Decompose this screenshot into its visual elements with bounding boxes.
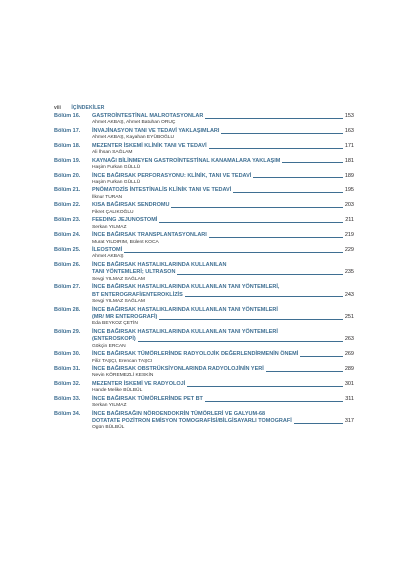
chapter-title-line: İNCE BAĞIRSAĞIN NÖROENDOKRİN TÜMÖRLERİ VE GALYUM-68: [92, 410, 266, 417]
toc-entry[interactable]: [54, 307, 354, 328]
leader-line: [159, 319, 342, 320]
chapter-authors: Ahmet AKBAŞ, Kayahan EYÜBOĞLU: [92, 135, 175, 141]
leader-line: [177, 274, 342, 275]
chapter-authors: Murat YILDIRIM, Bülent KOCA: [92, 239, 159, 245]
toc-entry[interactable]: [54, 113, 354, 127]
page-number: viii: [54, 105, 61, 111]
chapter-title: MEZENTER İSKEMİ VE RADYOLOJİ: [92, 380, 186, 387]
page-ref: 181: [344, 157, 354, 164]
chapter-title: (ENTEROSKOPİ): [92, 336, 136, 343]
page-ref: 269: [344, 351, 354, 358]
leader-line: [171, 207, 342, 208]
chapter-number: Bölüm 25.: [54, 247, 81, 254]
chapter-number: Bölüm 29.: [54, 328, 81, 335]
page-ref: 211: [345, 217, 354, 224]
toc-entry[interactable]: [54, 247, 354, 261]
chapter-title: İNCE BAĞIRSAK TRANSPLANTASYONLARI: [92, 232, 207, 239]
page-ref: 203: [344, 202, 354, 209]
chapter-number: Bölüm 18.: [54, 142, 81, 149]
chapter-number: Bölüm 31.: [54, 365, 81, 372]
chapter-authors: Hande Melike BÜLBÜL: [92, 388, 143, 394]
toc-entry[interactable]: [54, 284, 354, 305]
chapter-authors: Sevgi YILMAZ SAĞLAM: [92, 299, 145, 305]
chapter-title: İNCE BAĞIRSAK TÜMÖRLERİNDE RADYOLOJİK DEĞERLENDİRMENİN ÖNEMİ: [92, 351, 299, 358]
leader-line: [187, 386, 343, 387]
page-ref: 171: [344, 142, 354, 149]
chapter-number: Bölüm 24.: [54, 232, 81, 239]
leader-line: [205, 401, 343, 402]
chapter-number: Bölüm 19.: [54, 157, 81, 164]
chapter-authors: Nevin KÖREMEZLİ KESKİN: [92, 373, 154, 379]
toc-entry[interactable]: [54, 143, 354, 157]
chapter-number: Bölüm 30.: [54, 351, 81, 358]
toc-entry[interactable]: [54, 232, 354, 246]
chapter-title: GASTROİNTESTİNAL MALROTASYONLAR: [92, 113, 204, 119]
chapter-title-line: İNCE BAĞIRSAK HASTALIKLARINDA KULLANILAN TANI YÖNTEMLERİ: [92, 306, 278, 313]
chapter-title: İLEOSTOMİ: [92, 247, 123, 254]
page-ref: 301: [344, 380, 354, 387]
chapter-number: Bölüm 21.: [54, 187, 81, 194]
toc-entry[interactable]: [54, 217, 354, 231]
chapter-authors: Serkan YILMAZ: [92, 224, 127, 230]
section-title: İÇİNDEKİLER: [71, 105, 105, 111]
toc-entry[interactable]: [54, 173, 354, 187]
table-of-contents: [54, 113, 354, 432]
chapter-number: Bölüm 23.: [54, 217, 81, 224]
toc-entry[interactable]: [54, 158, 354, 172]
page-ref: 189: [344, 172, 354, 179]
chapter-number: Bölüm 28.: [54, 306, 81, 313]
leader-line: [300, 356, 343, 357]
page-ref: 251: [344, 313, 354, 320]
chapter-authors: Serkan YILMAZ: [92, 403, 127, 409]
leader-line: [159, 222, 343, 223]
leader-line: [221, 133, 342, 134]
chapter-title: İNCE BAĞIRSAK PERFORASYONU: KLİNİK, TANI VE TEDAVİ: [92, 172, 252, 179]
toc-entry[interactable]: [54, 128, 354, 142]
chapter-title: DOTATATE POZİTRON EMİSYON TOMOGRAFİSİ/BİLGİSAYARLI TOMOGRAFİ: [92, 418, 292, 425]
leader-line: [266, 371, 343, 372]
toc-entry[interactable]: [54, 351, 354, 365]
leader-line: [124, 252, 343, 253]
leader-line: [233, 192, 343, 193]
chapter-title: KAYNAĞI BİLİNMEYEN GASTROİNTESTİNAL KANAMALARA YAKLAŞIM: [92, 157, 281, 164]
page-ref: 289: [344, 365, 354, 372]
page-ref: 219: [344, 232, 354, 239]
chapter-number: Bölüm 17.: [54, 127, 81, 134]
toc-entry[interactable]: [54, 202, 354, 216]
chapter-authors: Sevgi YILMAZ SAĞLAM: [92, 276, 145, 282]
chapter-title: İNCE BAĞIRSAK OBSTRÜKSİYONLARINDA RADYOLOJİNİN YERİ: [92, 365, 264, 372]
chapter-number: Bölüm 22.: [54, 202, 81, 209]
chapter-authors: Ahmet AKBAŞ, Ahmet Batuhan ORUÇ: [92, 120, 176, 126]
toc-entry[interactable]: [54, 262, 354, 283]
chapter-authors: Eda BEYKOZ ÇETİN: [92, 321, 138, 327]
chapter-title: (MR/ MR ENTEROGRAFİ): [92, 313, 158, 320]
chapter-title-line: İNCE BAĞIRSAK HASTALIKLARINDA KULLANILAN TANI YÖNTEMLERİ: [92, 328, 278, 335]
chapter-title: İNCE BAĞIRSAK TÜMÖRLERİNDE PET BT: [92, 395, 203, 402]
page-ref: 153: [344, 113, 354, 119]
toc-entry[interactable]: [54, 187, 354, 201]
leader-line: [294, 423, 343, 424]
chapter-title: FEEDING JEJUNOSTOMİ: [92, 217, 158, 224]
chapter-number: Bölüm 27.: [54, 284, 81, 291]
chapter-number: Bölüm 34.: [54, 410, 81, 417]
chapter-authors: Filiz TAŞÇI, Erencan TAŞCI: [92, 358, 153, 364]
leader-line: [205, 118, 342, 119]
chapter-title: TANI YÖNTEMLERİ; ULTRASON: [92, 269, 176, 276]
page-ref: 163: [344, 127, 354, 134]
chapter-authors: Gökçin ERCAN: [92, 343, 126, 349]
chapter-authors: Fikret ÇALIKOĞLU: [92, 209, 134, 215]
chapter-title: PNÖMATOZİS İNTESTİNALİS KLİNİK TANI VE TEDAVİ: [92, 187, 232, 194]
chapter-number: Bölüm 20.: [54, 172, 81, 179]
chapter-title-line: İNCE BAĞIRSAK HASTALIKLARINDA KULLANILAN TANI YÖNTEMLERİ,: [92, 284, 280, 291]
toc-entry[interactable]: [54, 411, 354, 432]
page-ref: 195: [344, 187, 354, 194]
page-ref: 235: [344, 269, 354, 276]
chapter-title: MEZENTER İSKEMİ KLİNİK TANI VE TEDAVİ: [92, 142, 207, 149]
chapter-authors: Ali İhsan SAĞLAM: [92, 150, 133, 156]
leader-line: [209, 237, 343, 238]
chapter-authors: Haşim Furkan GÜLLÜ: [92, 179, 141, 185]
page-ref: 317: [344, 418, 354, 425]
chapter-title: BT ENTEROGRAFİ/ENTEROKLİZİS: [92, 291, 183, 298]
chapter-title: İNVAJİNASYON TANI VE TEDAVİ YAKLAŞIMLARI: [92, 127, 220, 134]
chapter-number: Bölüm 26.: [54, 261, 81, 268]
leader-line: [138, 341, 343, 342]
page-ref: 243: [344, 291, 354, 298]
leader-line: [253, 177, 343, 178]
chapter-authors: Haşim Furkan GÜLLÜ: [92, 165, 141, 171]
chapter-title-line: İNCE BAĞIRSAK HASTALIKLARINDA KULLANILAN: [92, 261, 227, 268]
page-header: [54, 96, 105, 111]
chapter-authors: İlknur TURAN: [92, 194, 123, 200]
chapter-number: Bölüm 33.: [54, 395, 81, 402]
toc-entry[interactable]: [54, 396, 354, 410]
chapter-authors: Ogün BÜLBÜL: [92, 425, 125, 431]
leader-line: [185, 296, 343, 297]
chapter-authors: Ahmet AKBAŞ: [92, 254, 124, 260]
page-ref: 311: [345, 395, 354, 402]
chapter-number: Bölüm 32.: [54, 380, 81, 387]
chapter-title: KISA BAĞIRSAK SENDROMU: [92, 202, 170, 209]
chapter-number: Bölüm 16.: [54, 113, 81, 119]
toc-entry[interactable]: [54, 366, 354, 380]
page-ref: 263: [344, 336, 354, 343]
leader-line: [209, 148, 343, 149]
leader-line: [282, 162, 342, 163]
toc-entry[interactable]: [54, 381, 354, 395]
page-ref: 229: [344, 247, 354, 254]
toc-entry[interactable]: [54, 329, 354, 350]
